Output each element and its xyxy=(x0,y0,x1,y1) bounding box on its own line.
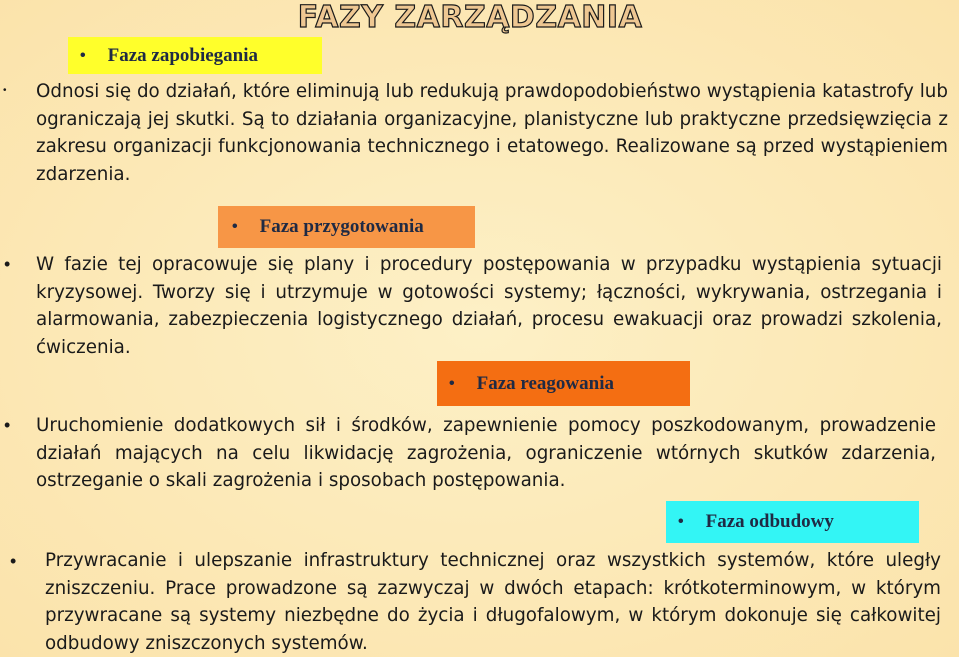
phase-label-prevention xyxy=(68,37,322,74)
paragraph-bullet: • xyxy=(3,85,7,96)
phase-label-text: Faza przygotowania xyxy=(259,216,424,237)
phase-label-text: Faza zapobiegania xyxy=(107,44,259,66)
phase-label-text: Faza reagowania xyxy=(476,372,614,394)
phase-label-recovery xyxy=(666,501,919,543)
label-bullet: • xyxy=(678,513,684,530)
phase-description-prevention: Odnosi się do działań, które eliminują lub redukują prawdopodobieństwo wystąpienia katastrofy lub ograniczają jej skutki. Są to działania organizacyjne, planistyczne lub praktyczne przedsięwzięcia z zakresu organizacji funkcjonowania technicznego i etatowego. Realizowane są przed wystąpieniem zdarzenia. xyxy=(36,81,948,185)
paragraph-bullet: • xyxy=(4,254,11,274)
phase-label-response xyxy=(437,361,690,406)
phase-description-preparation: W fazie tej opracowuje się plany i procedury postępowania w przypadku wystąpienia sytuacji kryzysowej. Tworzy się i utrzymuje w gotowości systemy; łączności, wykrywania, ostrzegania i alarmowania, zabezpieczenia logistycznego działań, procesu ewakuacji oraz prowadzi szkolenia, ćwiczenia. xyxy=(36,254,942,358)
phase-label-preparation xyxy=(218,206,475,248)
label-bullet: • xyxy=(232,218,238,235)
phase-description-response: Uruchomienie dodatkowych sił i środków, zapewnienie pomocy poszkodowanym, prowadzenie działań mających na celu likwidację zagrożenia, ograniczenie wtórnych skutków zdarzenia, ostrzeganie o skali zagrożenia i sposobach postępowania. xyxy=(36,415,936,491)
label-bullet: • xyxy=(449,374,455,392)
paragraph-bullet: • xyxy=(10,551,17,571)
label-bullet: • xyxy=(80,46,86,64)
paragraph-bullet: • xyxy=(4,415,11,435)
phase-label-text: Faza odbudowy xyxy=(705,511,834,532)
slide-title: FAZY ZARZĄDZANIA xyxy=(297,0,643,35)
phase-description-recovery: Przywracanie i ulepszanie infrastruktury technicznej oraz wszystkich systemów, które uległy zniszczeniu. Prace prowadzone są zazwyczaj w dwóch etapach: krótkoterminowym, w którym przywracane są systemy niezbędne do życia i długofalowym, w którym dokonuje się całkowitej odbudowy zniszczonych systemów. xyxy=(45,550,941,654)
